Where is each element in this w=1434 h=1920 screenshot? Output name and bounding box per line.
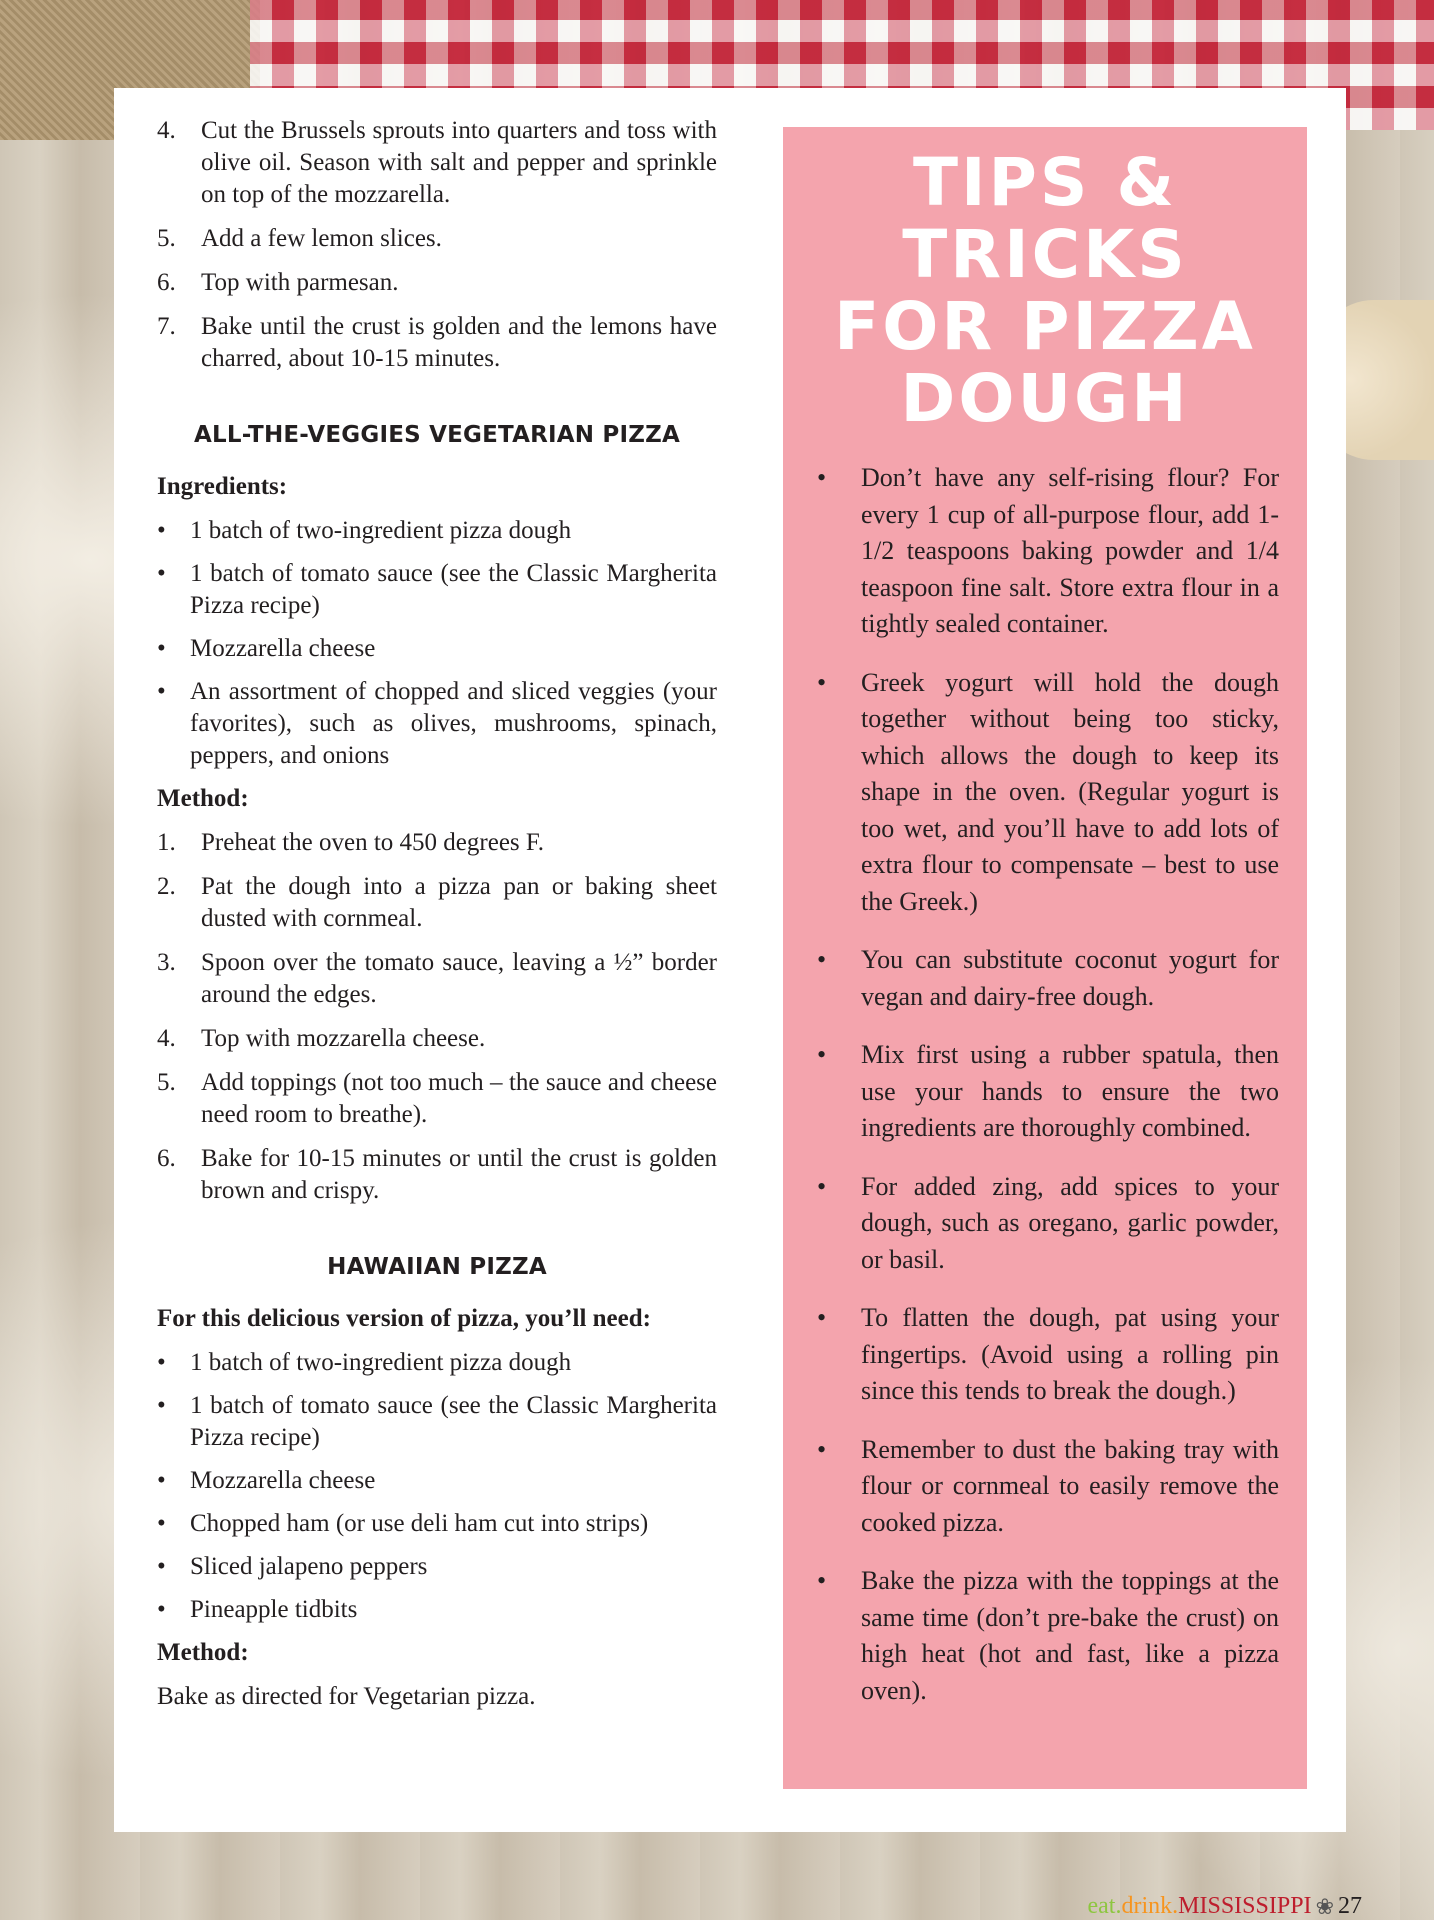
tip-item: • Greek yogurt will hold the dough together without being too sticky, which allows the dough to keep its shape in the oven. (Regular yogurt is too wet, and you’ll have to add lots of extra flour to compensate – best to use the Greek.) <box>817 667 1279 916</box>
method-label: Method: <box>157 1639 249 1666</box>
tips-title-line: DOUGH <box>900 360 1190 437</box>
list-item: • Pineapple tidbits <box>157 1596 358 1623</box>
tip-item: • You can substitute coconut yogurt for vegan and dairy-free dough. <box>817 945 1279 1011</box>
list-item: • 1 batch of two-ingredient pizza dough <box>157 517 572 544</box>
page-footer <box>1088 1893 1363 1920</box>
footer-drink: drink. <box>1121 1893 1179 1919</box>
recipe-column <box>157 115 717 1725</box>
list-item: • Mozzarella cheese <box>157 1467 376 1494</box>
list-item: • 1 batch of tomato sauce (see the Classic Margherita Pizza recipe) <box>157 1392 717 1451</box>
list-item: 7. Bake until the crust is golden and the lemons have charred, about 10-15 minutes. <box>157 313 717 372</box>
list-item: • An assortment of chopped and sliced veggies (your favorites), such as olives, mushrooms, spinach, peppers, and onions <box>157 678 717 769</box>
method-text: Bake as directed for Vegetarian pizza. <box>157 1683 536 1710</box>
list-item: 4. Cut the Brussels sprouts into quarters and toss with olive oil. Season with salt and pepper and sprinkle on top of the mozzarella. <box>157 117 717 208</box>
tips-title-line: TIPS & <box>912 144 1178 221</box>
veggie-pizza-title: ALL-THE-VEGGIES VEGETARIAN PIZZA <box>193 422 680 448</box>
list-item: • Mozzarella cheese <box>157 635 376 662</box>
footer-eat: eat. <box>1087 1893 1122 1919</box>
list-item: 4. Top with mozzarella cheese. <box>157 1025 486 1052</box>
list-item: • Sliced jalapeno peppers <box>157 1553 428 1580</box>
list-item: 5. Add a few lemon slices. <box>157 225 442 252</box>
tips-title <box>783 144 1307 437</box>
tip-item: • Bake the pizza with the toppings at the same time (don’t pre-bake the crust) on high heat (hot and fast, like a pizza oven). <box>817 1566 1279 1705</box>
tips-list <box>813 460 1279 1731</box>
continued-steps <box>157 115 717 375</box>
page-number: 27 <box>1338 1893 1362 1919</box>
tip-item: • Remember to dust the baking tray with flour or cornmeal to easily remove the cooked pizza. <box>817 1434 1279 1537</box>
list-item: 6. Bake for 10-15 minutes or until the crust is golden brown and crispy. <box>157 1145 717 1204</box>
tip-item: • For added zing, add spices to your dough, such as oregano, garlic powder, or basil. <box>817 1171 1279 1274</box>
ingredients-label: Ingredients: <box>157 473 288 500</box>
magnolia-icon: ❀ <box>1315 1893 1334 1919</box>
hawaiian-intro: For this delicious version of pizza, you’ll need: <box>157 1305 651 1332</box>
list-item: 5. Add toppings (not too much – the sauce and cheese need room to breathe). <box>157 1069 717 1128</box>
list-item: 2. Pat the dough into a pizza pan or baking sheet dusted with cornmeal. <box>157 873 717 932</box>
tip-item: • To flatten the dough, pat using your fingertips. (Avoid using a rolling pin since this tends to break the dough.) <box>817 1303 1279 1405</box>
hawaiian-pizza-title: HAWAIIAN PIZZA <box>327 1254 547 1280</box>
tip-item: • Don’t have any self-rising flour? For every 1 cup of all-purpose flour, add 1-1/2 teaspoons baking powder and 1/4 teaspoon fine salt. Store extra flour in a tightly sealed container. <box>817 463 1279 638</box>
tips-title-line: TRICKS <box>902 216 1188 293</box>
footer-state: MISSISSIPPI <box>1178 1893 1312 1919</box>
list-item: • Chopped ham (or use deli ham cut into strips) <box>157 1510 649 1537</box>
list-item: • 1 batch of two-ingredient pizza dough <box>157 1349 572 1376</box>
list-item: • 1 batch of tomato sauce (see the Classic Margherita Pizza recipe) <box>157 560 717 619</box>
list-item: 6. Top with parmesan. <box>157 269 399 296</box>
tip-item: • Mix first using a rubber spatula, then use your hands to ensure the two ingredients are thoroughly combined. <box>817 1040 1279 1142</box>
method-label: Method: <box>157 785 249 812</box>
list-item: 1. Preheat the oven to 450 degrees F. <box>157 829 545 856</box>
tips-title-line: FOR PIZZA <box>834 288 1256 365</box>
list-item: 3. Spoon over the tomato sauce, leaving a ½” border around the edges. <box>157 949 717 1008</box>
tips-sidebar <box>783 127 1307 1789</box>
